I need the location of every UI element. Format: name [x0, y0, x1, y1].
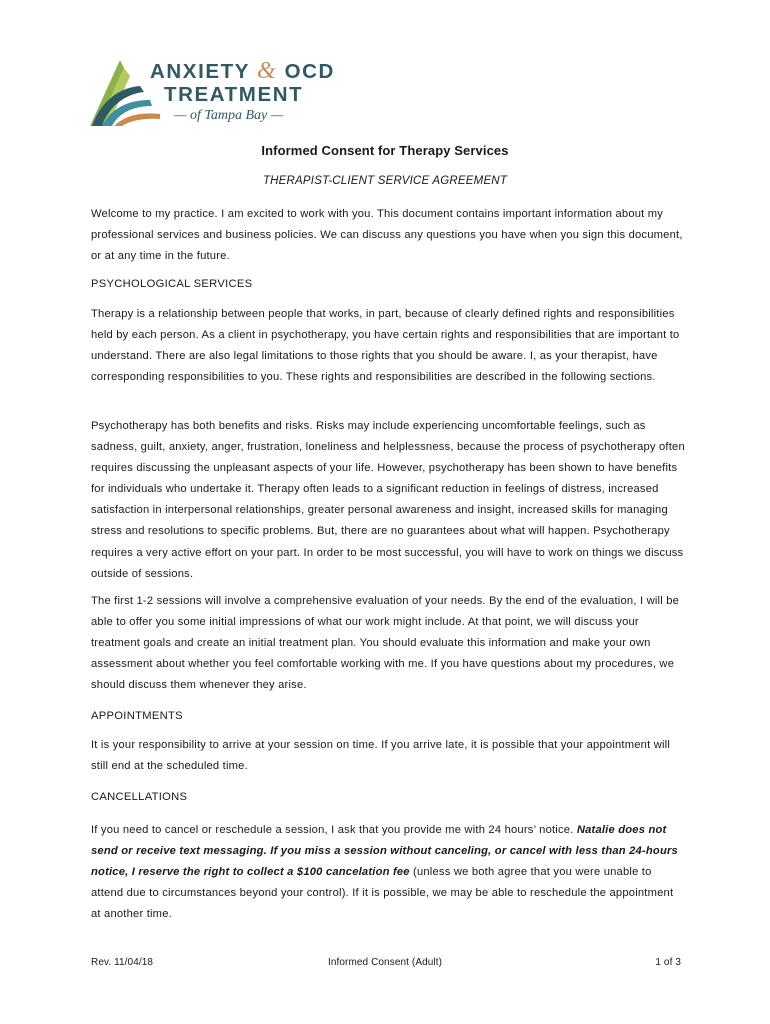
psych-paragraph-2: Psychotherapy has both benefits and risks. Risks may include experiencing uncomfortable feelings, such as sadness, guilt, anxiety, anger, frustration, loneliness and helplessness, because the process of psychotherapy often requires discussing the unpleasant aspects of your life. However, psychotherapy has been shown to have benefits for individuals who undertake it. Therapy often leads to a significant reduction in feelings of distress, increased satisfaction in interpersonal relationships, greater personal awareness and insight, increased skills for managing stress and resolutions to specific problems. But, there are no guarantees about what will happen. Psychotherapy requires a very active effort on your part. In order to be most successful, you will have to work on things we discuss outside of sessions. — [91, 420, 685, 580]
section-heading-appointments: APPOINTMENTS — [91, 710, 183, 722]
document-title: Informed Consent for Therapy Services — [261, 143, 509, 158]
intro-paragraph: Welcome to my practice. I am excited to work with you. This document contains important information about my professional services and business policies. We can discuss any questions you have when you sign this document, or at any time in the future. — [91, 208, 683, 263]
logo-title-line1: ANXIETY & OCD — [150, 58, 335, 84]
section-heading-cancellations: CANCELLATIONS — [91, 791, 188, 803]
footer-document-name: Informed Consent (Adult) — [327, 957, 443, 968]
section-heading-psychological-services: PSYCHOLOGICAL SERVICES — [91, 278, 253, 290]
logo-title-line2: TREATMENT — [164, 83, 304, 106]
appointments-paragraph: It is your responsibility to arrive at your session on time. If you arrive late, it is possible that your appointment will still end at the scheduled time. — [91, 739, 671, 773]
psych-paragraph-3: The first 1-2 sessions will involve a comprehensive evaluation of your needs. By the end of the evaluation, I will be able to offer you some initial impressions of what our work might include. At that point, we will discuss your treatment goals and create an initial treatment plan. You should evaluate this information and make your own assessment about whether you feel comfortable working with me. If you have questions about my procedures, we should discuss them whenever they arise. — [91, 595, 680, 692]
footer-page-number: 1 of 3 — [655, 957, 681, 968]
document-subtitle: THERAPIST-CLIENT SERVICE AGREEMENT — [262, 175, 508, 187]
logo-tagline: — of Tampa Bay — — [174, 108, 284, 123]
cancellations-paragraph: If you need to cancel or reschedule a session, I ask that you provide me with 24 hours’ notice. Natalie does not send or receive text messaging. If you miss a session without canceling, or cancel with less than 24-hours notice, I reserve the right to collect a $100 cancelation fee (unless we both agree that you were unable to attend due to circumstances beyond your control). If it is possible, we may be able to reschedule the appointment at another time. — [91, 824, 678, 921]
practice-logo — [88, 56, 335, 130]
psych-paragraph-1: Therapy is a relationship between people that works, in part, because of clearly defined rights and responsibilities held by each person. As a client in psychotherapy, you have certain rights and responsibilities that are important to understand. There are also legal limitations to those rights that you should be aware. I, as your therapist, have corresponding responsibilities to you. These rights and responsibilities are described in the following sections. — [91, 308, 680, 384]
footer-revision: Rev. 11/04/18 — [91, 957, 154, 968]
cancellation-policy-emphasis: Natalie does not send or receive text messaging. If you miss a session without canceling, or cancel with less than 24-hours notice, I reserve the right to collect a $100 cancelation fee — [91, 824, 678, 879]
